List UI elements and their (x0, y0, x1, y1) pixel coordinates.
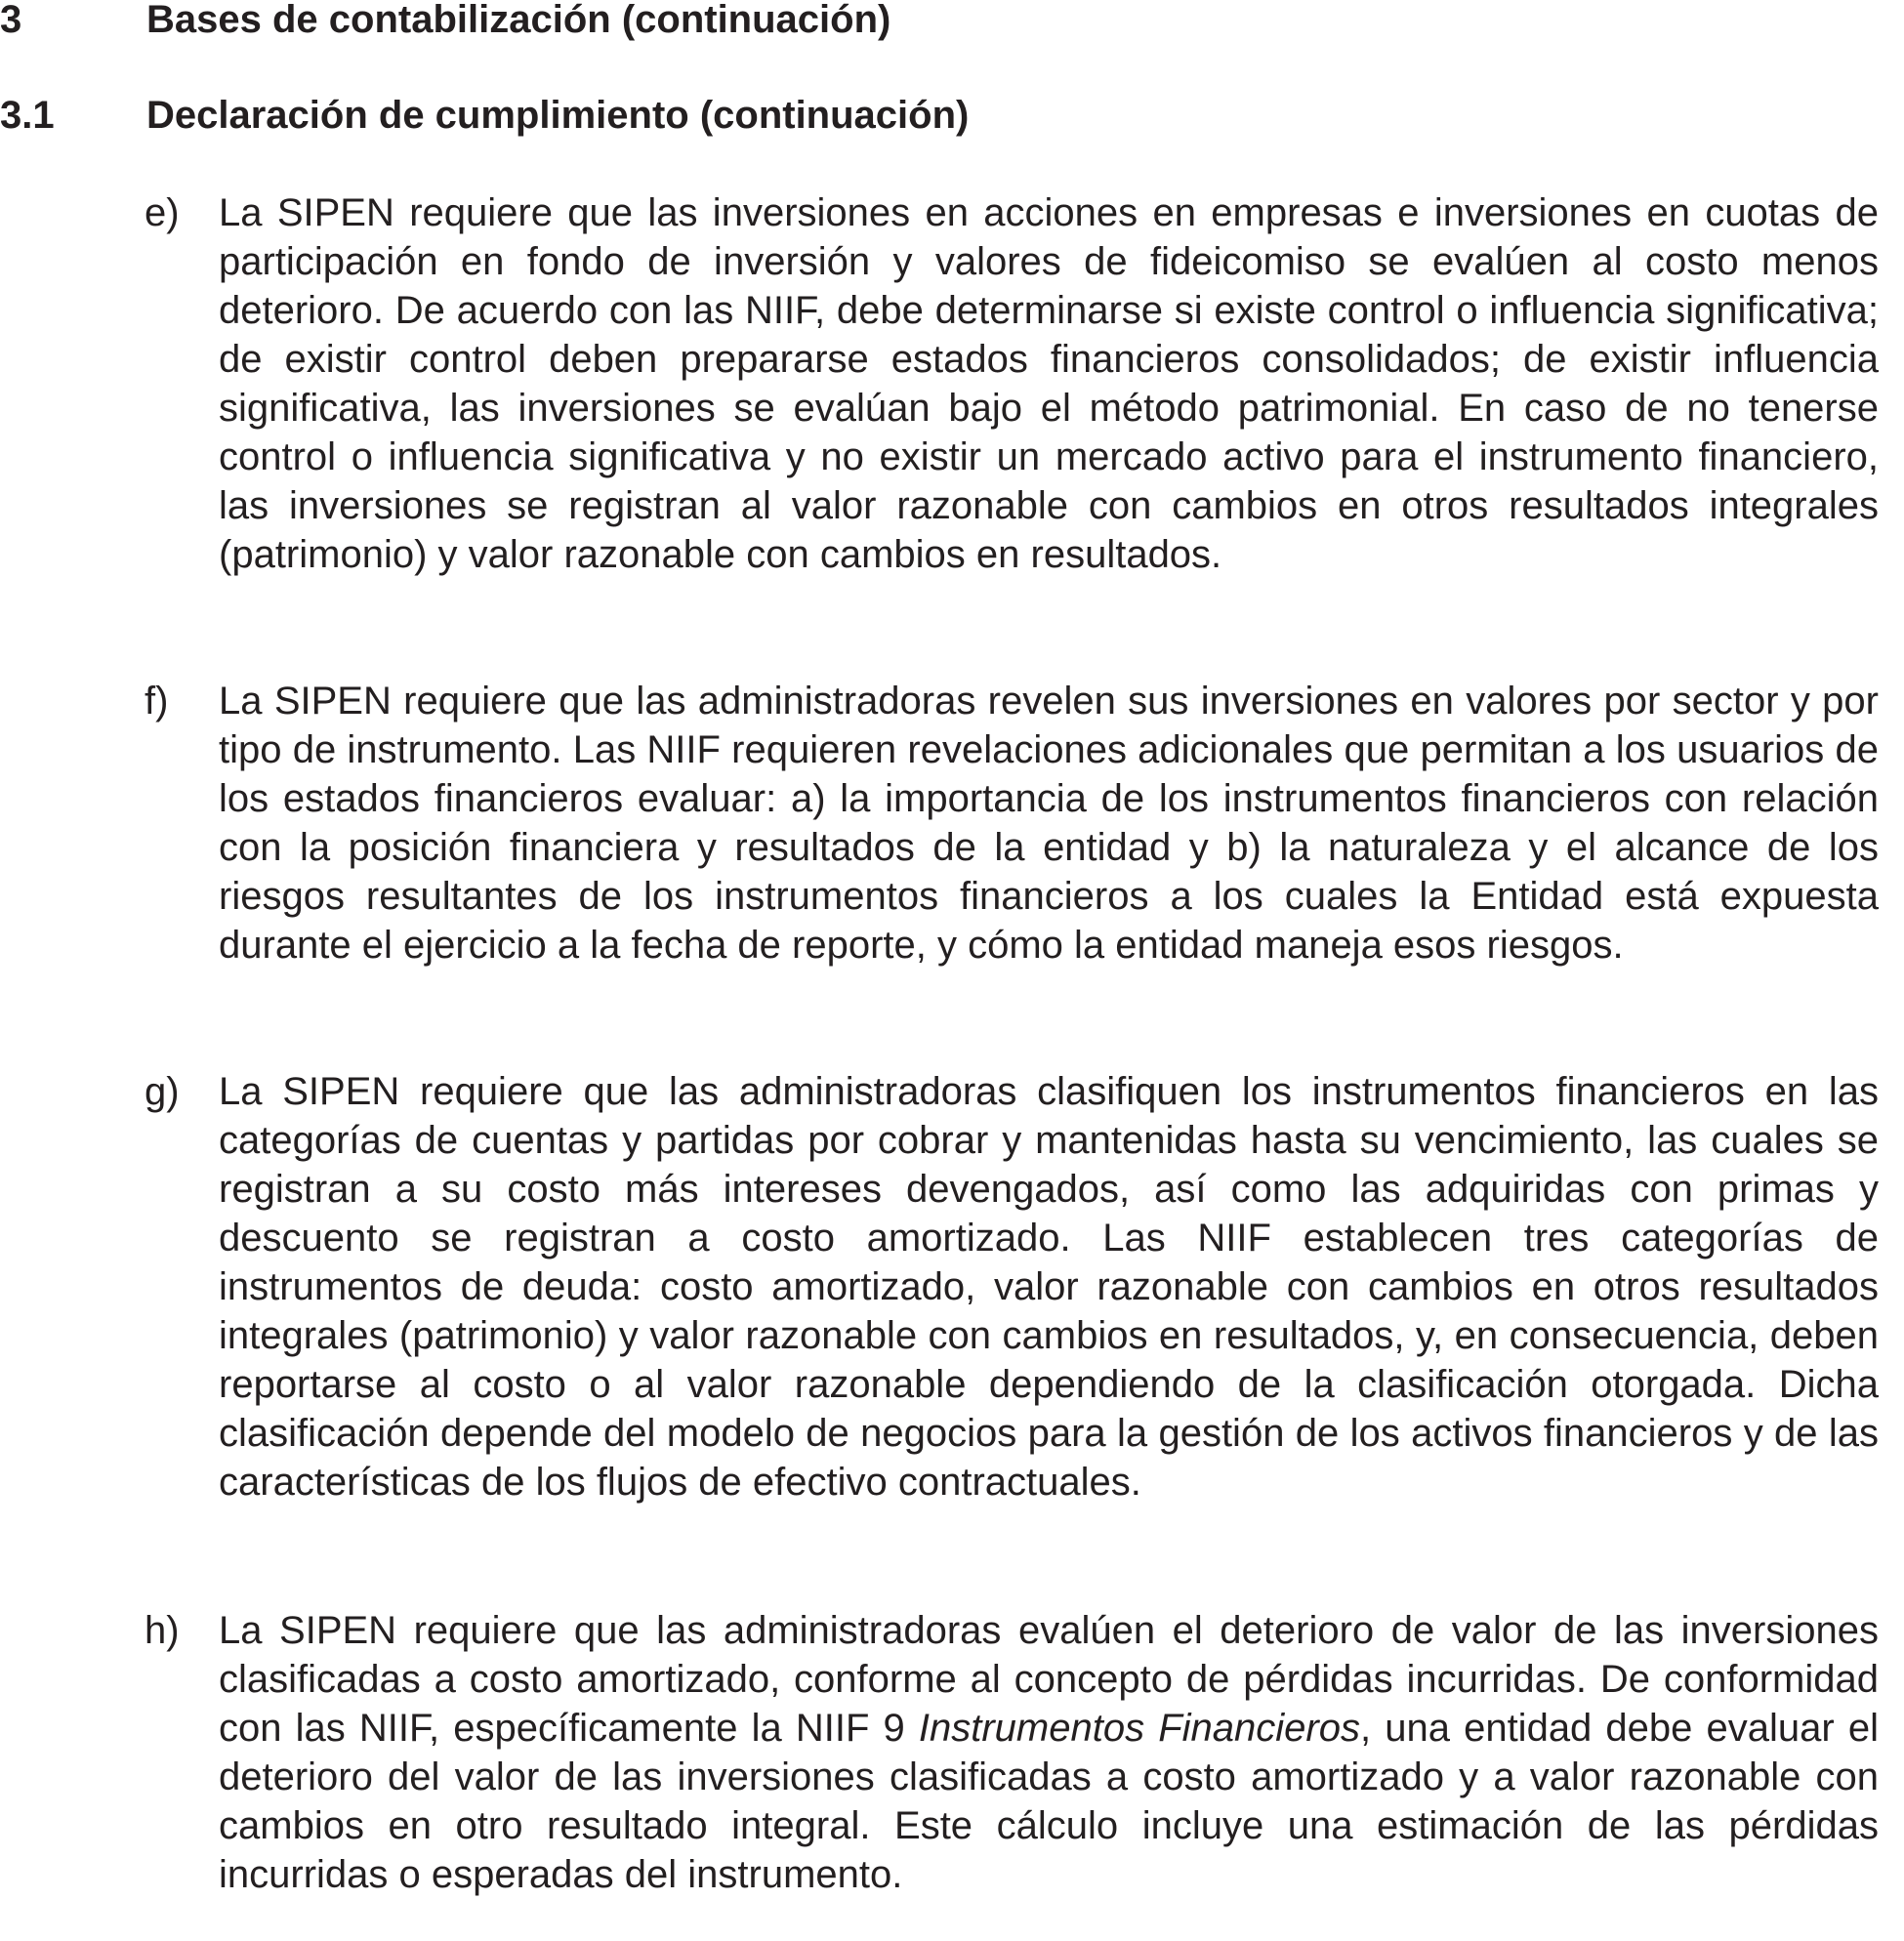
list-item-label: e) (145, 191, 180, 234)
subsection-number: 3.1 (0, 94, 55, 137)
standard-title-italic: Instrumentos Financieros (918, 1707, 1360, 1750)
list-item-text: La SIPEN requiere que las administradoras revelen sus inversiones en valores por sector y por tipo de instrumento. Las NIIF requieren revelaciones adicionales que permitan a los usuarios de los estados financieros evaluar: a) la importancia de los instrumentos financieros con relación con la posición financiera y resultados de la entidad y b) la naturaleza y el alcance de los riesgos resultantes de los instrumentos financieros a los cuales la Entidad está expuesta durante el ejercicio a la fecha de reporte, y cómo la entidad maneja esos riesgos. (219, 680, 1879, 967)
list-item-text: La SIPEN requiere que las inversiones en acciones en empresas e inversiones en cuotas de participación en fondo de inversión y valores de fideicomiso se evalúen al costo menos deterioro. De acuerdo con las NIIF, debe determinarse si existe control o influencia significativa; de existir control deben prepararse estados financieros consolidados; de existir influencia significativa, las inversiones se evalúan bajo el método patrimonial. En caso de no tenerse control o influencia significativa y no existir un mercado activo para el instrumento financiero, las inversiones se registran al valor razonable con cambios en otros resultados integrales (patrimonio) y valor razonable con cambios en resultados. (219, 191, 1879, 576)
list-item-label: f) (145, 680, 169, 723)
list-item-label: h) (145, 1609, 180, 1652)
text-segment: , una entidad debe evaluar el deterioro del valor de las inversiones clasificadas a costo amortizado y a valor razonable con cambios en otro resultado integral. Este cálculo incluye una estimación de las pérdidas incurridas o esperadas del instrumento. (219, 1707, 1879, 1896)
list-item-text (219, 1606, 1879, 1899)
section-title: Bases de contabilización (continuación) (146, 0, 891, 41)
list-item-text: La SIPEN requiere que las administradoras clasifiquen los instrumentos financieros en las categorías de cuentas y partidas por cobrar y mantenidas hasta su vencimiento, las cuales se registran a su costo más intereses devengados, así como las adquiridas con primas y descuento se registran a costo amortizado. Las NIIF establecen tres categorías de instrumentos de deuda: costo amortizado, valor razonable con cambios en otros resultados integrales (patrimonio) y valor razonable con cambios en resultados, y, en consecuencia, deben reportarse al costo o al valor razonable dependiendo de la clasificación otorgada. Dicha clasificación depende del modelo de negocios para la gestión de los activos financieros y de las características de los flujos de efectivo contractuales. (219, 1070, 1879, 1504)
list-item-label: g) (145, 1070, 180, 1113)
subsection-title: Declaración de cumplimiento (continuación) (146, 94, 970, 137)
section-number: 3 (0, 0, 22, 41)
text-segment: La SIPEN requiere que las administradoras evalúen el deterioro de valor de las inversiones clasificadas a costo amortizado, conforme al concepto de pérdidas incurridas. De conformidad con las NIIF, específicamente la NIIF 9 (219, 1609, 1879, 1750)
